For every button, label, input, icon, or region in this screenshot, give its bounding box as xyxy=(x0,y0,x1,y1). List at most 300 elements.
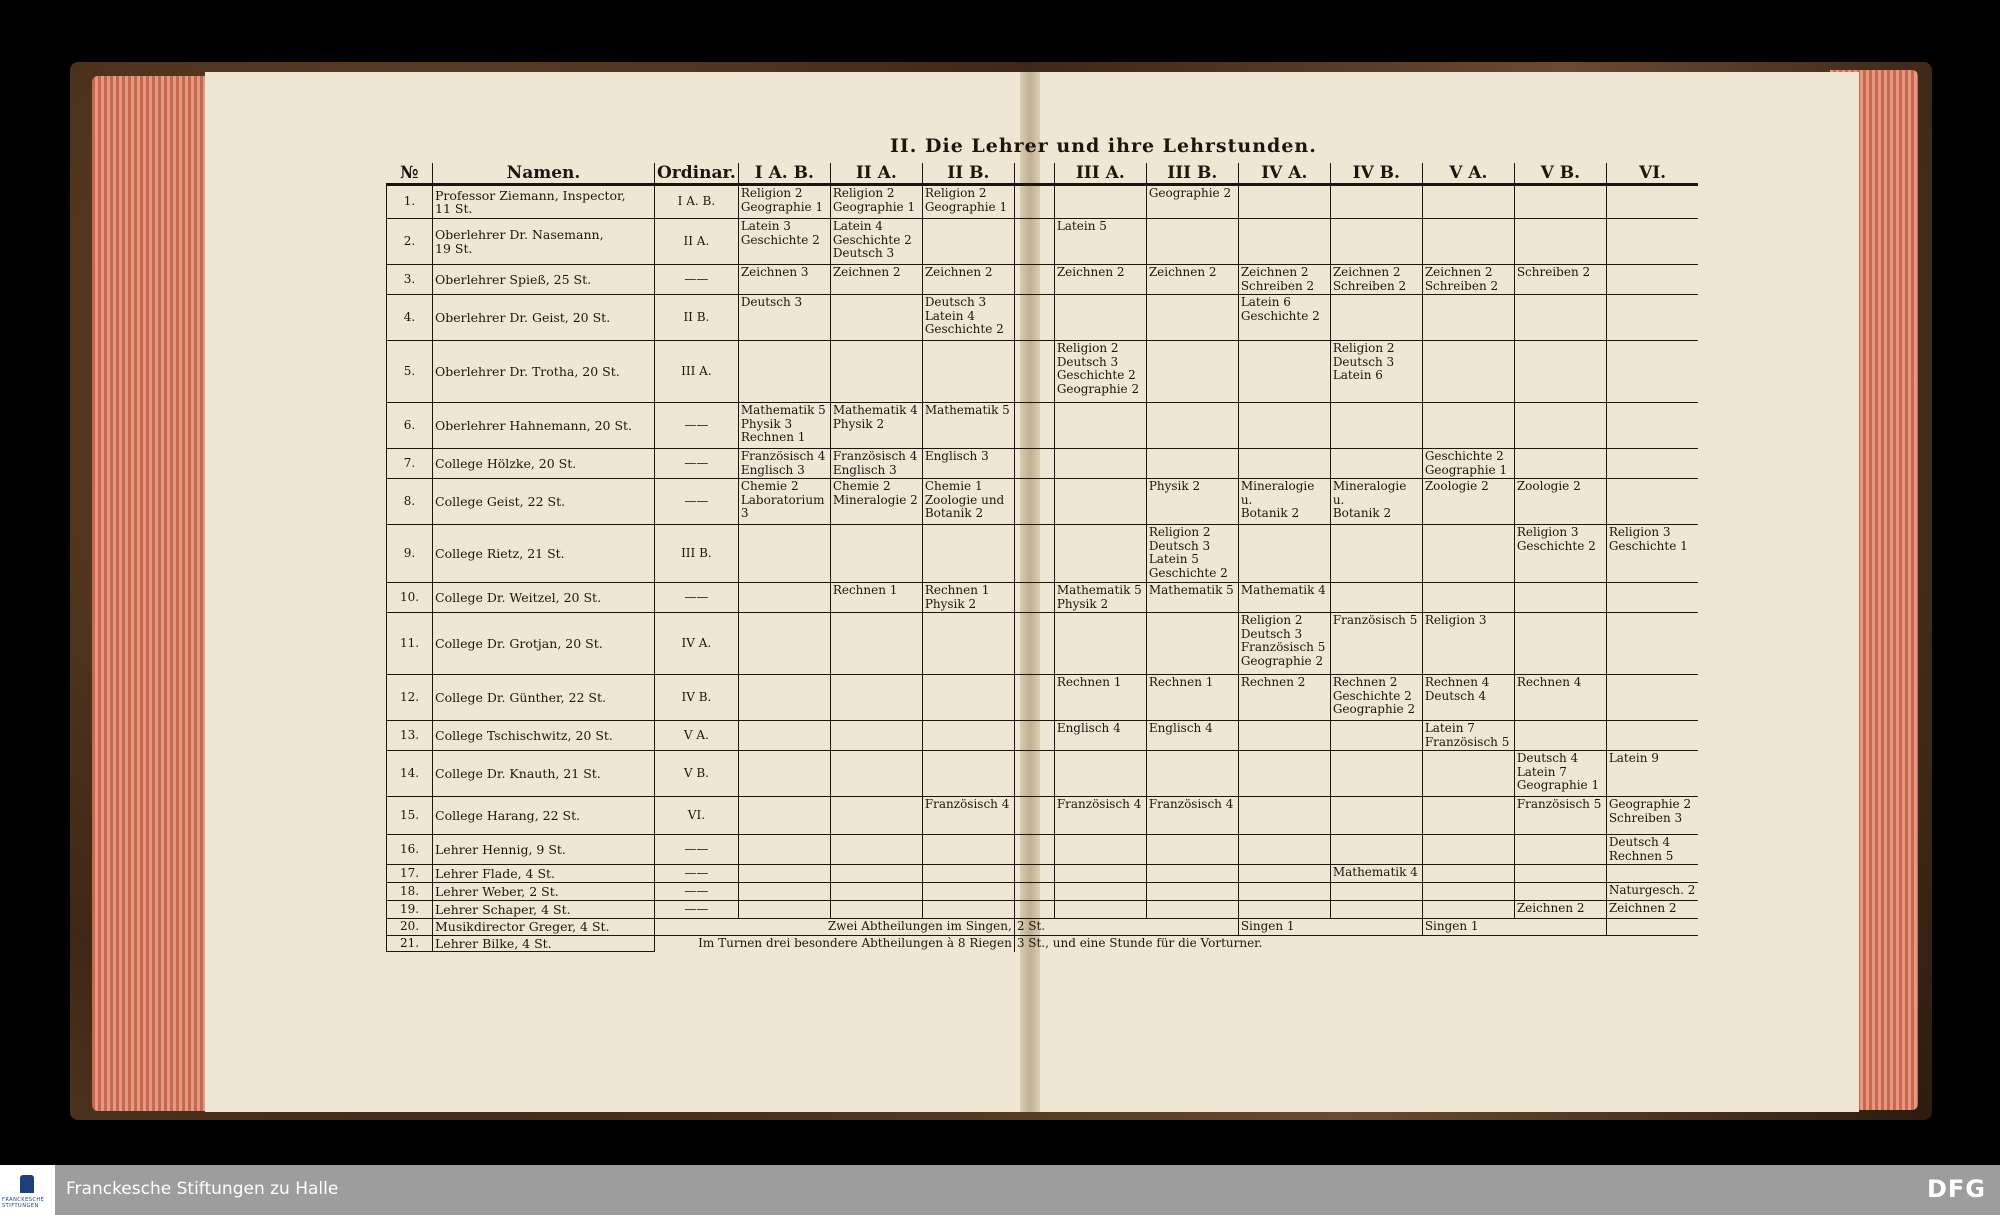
gutter-cell xyxy=(1014,865,1054,883)
lesson-cell xyxy=(738,751,830,797)
lesson-cell xyxy=(922,675,1014,721)
teacher-name: Lehrer Schaper, 4 St. xyxy=(433,901,655,919)
table-row xyxy=(387,901,1699,919)
teacher-name: College Dr. Grotjan, 20 St. xyxy=(433,613,655,675)
lesson-cell: Französisch 4 xyxy=(1054,797,1146,835)
col-number: № xyxy=(387,163,433,185)
teacher-name: College Geist, 22 St. xyxy=(433,479,655,525)
lesson-cell xyxy=(1514,449,1606,479)
lesson-cell: Englisch 4 xyxy=(1146,721,1238,751)
ordinar-class: —— xyxy=(655,265,739,295)
lesson-cell xyxy=(1054,403,1146,449)
row-number: 20. xyxy=(387,919,433,936)
ordinar-class: IV B. xyxy=(655,675,739,721)
lesson-cell: Religion 2 Geographie 1 xyxy=(922,185,1014,219)
lesson-cell xyxy=(1330,185,1422,219)
lesson-cell xyxy=(1146,883,1238,901)
table-row xyxy=(387,721,1699,751)
lesson-cell: Französisch 4 xyxy=(1146,797,1238,835)
lesson-cell: Zeichnen 2 xyxy=(830,265,922,295)
gutter-cell xyxy=(1014,797,1054,835)
lesson-cell xyxy=(922,613,1014,675)
teacher-table xyxy=(386,163,1698,952)
row-number: 6. xyxy=(387,403,433,449)
lesson-cell: Religion 2 Deutsch 3 Latein 6 xyxy=(1330,341,1422,403)
gutter-cell xyxy=(1014,613,1054,675)
lesson-cell xyxy=(1238,721,1330,751)
lesson-cell xyxy=(1422,341,1514,403)
col-class: IV A. xyxy=(1238,163,1330,185)
lesson-cell xyxy=(1238,449,1330,479)
lesson-cell xyxy=(1054,295,1146,341)
lesson-cell xyxy=(1146,751,1238,797)
lesson-cell xyxy=(830,721,922,751)
table-row xyxy=(387,935,1699,952)
lesson-cell xyxy=(1606,919,1698,936)
col-class: III A. xyxy=(1054,163,1146,185)
lesson-cell xyxy=(1422,865,1514,883)
lesson-cell xyxy=(1606,721,1698,751)
lesson-cell xyxy=(1514,613,1606,675)
lesson-cell: Religion 2 Deutsch 3 Französisch 5 Geographie 2 xyxy=(1238,613,1330,675)
lesson-cell xyxy=(1606,295,1698,341)
gutter-cell xyxy=(1014,295,1054,341)
lesson-cell xyxy=(1514,583,1606,613)
teacher-name: College Hölzke, 20 St. xyxy=(433,449,655,479)
gutter-cell xyxy=(1014,901,1054,919)
lesson-cell xyxy=(1146,403,1238,449)
gutter-cell xyxy=(1014,583,1054,613)
lesson-cell: Religion 3 Geschichte 1 xyxy=(1606,525,1698,583)
lesson-cell xyxy=(830,525,922,583)
lesson-cell xyxy=(830,341,922,403)
teacher-name: Lehrer Weber, 2 St. xyxy=(433,883,655,901)
lesson-cell: Französisch 4 xyxy=(922,797,1014,835)
table-row xyxy=(387,919,1699,936)
ordinar-class: II B. xyxy=(655,295,739,341)
lesson-cell xyxy=(738,341,830,403)
lesson-cell: Latein 6 Geschichte 2 xyxy=(1238,295,1330,341)
lesson-cell xyxy=(922,835,1014,865)
lesson-cell xyxy=(1238,751,1330,797)
lesson-cell xyxy=(1054,901,1146,919)
lesson-cell xyxy=(1330,835,1422,865)
col-class: IV B. xyxy=(1330,163,1422,185)
lesson-cell: Rechnen 1 xyxy=(1054,675,1146,721)
row-number: 8. xyxy=(387,479,433,525)
lesson-cell xyxy=(1146,901,1238,919)
lesson-cell: Zeichnen 2 Schreiben 2 xyxy=(1422,265,1514,295)
lesson-cell xyxy=(1054,449,1146,479)
lesson-cell: Latein 4 Geschichte 2 Deutsch 3 xyxy=(830,219,922,265)
row-number: 10. xyxy=(387,583,433,613)
lesson-cell xyxy=(830,751,922,797)
lesson-cell xyxy=(1606,865,1698,883)
lesson-cell xyxy=(738,721,830,751)
ordinar-class: —— xyxy=(655,883,739,901)
lesson-cell: Geographie 2 Schreiben 3 xyxy=(1606,797,1698,835)
lesson-cell xyxy=(1054,185,1146,219)
lesson-cell xyxy=(1422,751,1514,797)
lesson-cell xyxy=(1514,403,1606,449)
lesson-cell xyxy=(1606,613,1698,675)
lesson-cell xyxy=(830,797,922,835)
lesson-cell xyxy=(1422,295,1514,341)
gutter-cell xyxy=(1014,265,1054,295)
lesson-cell xyxy=(1054,835,1146,865)
lesson-cell: Latein 7 Französisch 5 xyxy=(1422,721,1514,751)
lesson-cell: Rechnen 1 xyxy=(1146,675,1238,721)
row-number: 9. xyxy=(387,525,433,583)
lesson-cell xyxy=(1330,797,1422,835)
lesson-cell xyxy=(1054,883,1146,901)
lesson-cell xyxy=(1422,583,1514,613)
col-names: Namen. xyxy=(433,163,655,185)
lesson-cell xyxy=(1606,403,1698,449)
lesson-cell: Chemie 2 Mineralogie 2 xyxy=(830,479,922,525)
lesson-cell: Zeichnen 2 xyxy=(1146,265,1238,295)
lesson-cell: Chemie 2 Laboratorium 3 xyxy=(738,479,830,525)
lesson-cell: Englisch 3 xyxy=(922,449,1014,479)
lesson-cell xyxy=(1146,449,1238,479)
lesson-cell: Religion 2 Deutsch 3 Geschichte 2 Geographie 2 xyxy=(1054,341,1146,403)
lesson-cell xyxy=(1330,583,1422,613)
lesson-cell xyxy=(922,751,1014,797)
lesson-cell: Rechnen 2 Geschichte 2 Geographie 2 xyxy=(1330,675,1422,721)
table-row xyxy=(387,185,1699,219)
lesson-cell xyxy=(922,865,1014,883)
lesson-cell xyxy=(738,835,830,865)
gymnastics-note: Im Turnen drei besondere Abtheilungen à 8 Riegen xyxy=(655,935,1015,952)
table-row xyxy=(387,449,1699,479)
row-number: 18. xyxy=(387,883,433,901)
lesson-cell xyxy=(1238,525,1330,583)
row-number: 11. xyxy=(387,613,433,675)
col-class: II A. xyxy=(830,163,922,185)
lesson-cell xyxy=(1514,295,1606,341)
lesson-cell xyxy=(1330,525,1422,583)
col-class: V A. xyxy=(1422,163,1514,185)
lesson-cell xyxy=(1606,479,1698,525)
table-row xyxy=(387,751,1699,797)
col-gutter xyxy=(1014,163,1054,185)
table-row xyxy=(387,479,1699,525)
gutter-cell xyxy=(1014,721,1054,751)
logo-text: FRANCKESCHE STIFTUNGEN xyxy=(2,1197,45,1209)
table-row xyxy=(387,835,1699,865)
lesson-cell xyxy=(1146,341,1238,403)
ordinar-class: —— xyxy=(655,835,739,865)
teacher-name: College Dr. Weitzel, 20 St. xyxy=(433,583,655,613)
table-row xyxy=(387,219,1699,265)
table-row xyxy=(387,883,1699,901)
col-class: III B. xyxy=(1146,163,1238,185)
table-row xyxy=(387,797,1699,835)
col-class: I A. B. xyxy=(738,163,830,185)
row-number: 19. xyxy=(387,901,433,919)
lesson-cell xyxy=(1054,751,1146,797)
lesson-cell: Mathematik 4 xyxy=(1330,865,1422,883)
lesson-cell xyxy=(830,865,922,883)
ordinar-class: V A. xyxy=(655,721,739,751)
ordinar-class: III B. xyxy=(655,525,739,583)
gutter-cell xyxy=(1014,479,1054,525)
lesson-cell xyxy=(1238,185,1330,219)
footer-bar xyxy=(0,1165,2000,1215)
table-row xyxy=(387,265,1699,295)
gymnastics-hours: 3 St., und eine Stunde für die Vorturner. xyxy=(1014,935,1698,952)
lesson-cell xyxy=(1330,449,1422,479)
lesson-cell: Deutsch 3 Latein 4 Geschichte 2 xyxy=(922,295,1014,341)
ordinar-class: IV A. xyxy=(655,613,739,675)
lesson-cell: Mathematik 5 xyxy=(1146,583,1238,613)
lesson-cell xyxy=(1422,525,1514,583)
logo-mark-icon xyxy=(20,1175,34,1193)
gutter-cell xyxy=(1014,525,1054,583)
lesson-cell xyxy=(830,613,922,675)
lesson-cell xyxy=(1238,341,1330,403)
lesson-cell xyxy=(1146,295,1238,341)
lesson-cell: Zeichnen 2 Schreiben 2 xyxy=(1238,265,1330,295)
dfg-logo: DFG xyxy=(1926,1175,1986,1203)
gutter-cell xyxy=(1014,675,1054,721)
lesson-cell xyxy=(1422,883,1514,901)
teacher-name: Lehrer Flade, 4 St. xyxy=(433,865,655,883)
singing-note: Zwei Abtheilungen im Singen, xyxy=(655,919,1015,936)
lesson-cell xyxy=(922,901,1014,919)
lesson-cell xyxy=(1330,295,1422,341)
lesson-cell: Zeichnen 2 Schreiben 2 xyxy=(1330,265,1422,295)
row-number: 3. xyxy=(387,265,433,295)
row-number: 1. xyxy=(387,185,433,219)
row-number: 2. xyxy=(387,219,433,265)
lesson-cell xyxy=(830,295,922,341)
lesson-cell xyxy=(830,883,922,901)
lesson-cell xyxy=(1606,583,1698,613)
lesson-cell xyxy=(1330,721,1422,751)
lesson-cell xyxy=(738,865,830,883)
teacher-name: Oberlehrer Spieß, 25 St. xyxy=(433,265,655,295)
singing-iv: Singen 1 xyxy=(1238,919,1422,936)
lesson-cell: Geographie 2 xyxy=(1146,185,1238,219)
lesson-cell xyxy=(1514,883,1606,901)
teacher-name: College Dr. Günther, 22 St. xyxy=(433,675,655,721)
teacher-name: Professor Ziemann, Inspector, 11 St. xyxy=(433,185,655,219)
ordinar-class: —— xyxy=(655,583,739,613)
ordinar-class: —— xyxy=(655,479,739,525)
lesson-cell xyxy=(1422,901,1514,919)
lesson-cell: Mathematik 5 xyxy=(922,403,1014,449)
lesson-cell xyxy=(1330,751,1422,797)
gutter-cell xyxy=(1014,219,1054,265)
table-row xyxy=(387,341,1699,403)
lesson-cell: Schreiben 2 xyxy=(1514,265,1606,295)
teacher-name: College Dr. Knauth, 21 St. xyxy=(433,751,655,797)
gutter-cell xyxy=(1014,449,1054,479)
lesson-cell xyxy=(1514,721,1606,751)
lesson-cell xyxy=(1238,865,1330,883)
lesson-cell: Physik 2 xyxy=(1146,479,1238,525)
lesson-cell xyxy=(922,341,1014,403)
lesson-cell xyxy=(1054,613,1146,675)
ordinar-class: —— xyxy=(655,449,739,479)
col-ordinar: Ordinar. xyxy=(655,163,739,185)
row-number: 17. xyxy=(387,865,433,883)
ordinar-class: II A. xyxy=(655,219,739,265)
singing-hours: 2 St. xyxy=(1014,919,1238,936)
lesson-cell: Latein 3 Geschichte 2 xyxy=(738,219,830,265)
lesson-cell: Mineralogie u. Botanik 2 xyxy=(1330,479,1422,525)
lesson-cell: Religion 3 xyxy=(1422,613,1514,675)
lesson-cell xyxy=(1606,185,1698,219)
row-number: 4. xyxy=(387,295,433,341)
lesson-cell xyxy=(1330,901,1422,919)
lesson-cell xyxy=(830,901,922,919)
table-row xyxy=(387,865,1699,883)
lesson-cell: Zeichnen 2 xyxy=(1054,265,1146,295)
singing-v: Singen 1 xyxy=(1422,919,1606,936)
lesson-cell: Deutsch 4 Rechnen 5 xyxy=(1606,835,1698,865)
teacher-name: Lehrer Bilke, 4 St. xyxy=(433,935,655,952)
lesson-cell: Mathematik 5 Physik 2 xyxy=(1054,583,1146,613)
lesson-cell: Rechnen 2 xyxy=(1238,675,1330,721)
lesson-cell: Zeichnen 2 xyxy=(1514,901,1606,919)
lesson-cell xyxy=(1606,675,1698,721)
lesson-cell: Latein 9 xyxy=(1606,751,1698,797)
ordinar-class: —— xyxy=(655,403,739,449)
lesson-cell xyxy=(1146,865,1238,883)
lesson-cell: Mineralogie u. Botanik 2 xyxy=(1238,479,1330,525)
lesson-cell: Rechnen 4 xyxy=(1514,675,1606,721)
lesson-cell xyxy=(738,675,830,721)
row-number: 7. xyxy=(387,449,433,479)
teacher-name: Lehrer Hennig, 9 St. xyxy=(433,835,655,865)
ordinar-class: VI. xyxy=(655,797,739,835)
lesson-cell xyxy=(1514,185,1606,219)
gutter-cell xyxy=(1014,341,1054,403)
gutter-cell xyxy=(1014,751,1054,797)
lesson-cell xyxy=(738,583,830,613)
teacher-name: Musikdirector Greger, 4 St. xyxy=(433,919,655,936)
lesson-cell: Rechnen 1 xyxy=(830,583,922,613)
lesson-cell: Mathematik 5 Physik 3 Rechnen 1 xyxy=(738,403,830,449)
lesson-cell xyxy=(1514,865,1606,883)
gutter-cell xyxy=(1014,883,1054,901)
institution-logo xyxy=(0,1165,55,1215)
lesson-cell xyxy=(738,797,830,835)
lesson-cell: Naturgesch. 2 xyxy=(1606,883,1698,901)
lesson-cell xyxy=(1238,901,1330,919)
table-row xyxy=(387,675,1699,721)
teacher-name: Oberlehrer Dr. Trotha, 20 St. xyxy=(433,341,655,403)
table-header-row xyxy=(387,163,1699,185)
lesson-cell xyxy=(1422,219,1514,265)
lesson-cell: Mathematik 4 Physik 2 xyxy=(830,403,922,449)
ordinar-class: III A. xyxy=(655,341,739,403)
lesson-cell xyxy=(922,525,1014,583)
lesson-cell xyxy=(1606,219,1698,265)
teacher-name: College Harang, 22 St. xyxy=(433,797,655,835)
institution-name: Franckesche Stiftungen zu Halle xyxy=(66,1179,339,1199)
lesson-cell xyxy=(1422,185,1514,219)
lesson-cell: Englisch 4 xyxy=(1054,721,1146,751)
table-row xyxy=(387,295,1699,341)
lesson-cell xyxy=(1330,883,1422,901)
lesson-cell xyxy=(922,883,1014,901)
teacher-name: Oberlehrer Hahnemann, 20 St. xyxy=(433,403,655,449)
lesson-cell xyxy=(738,525,830,583)
lesson-cell xyxy=(1238,219,1330,265)
lesson-cell xyxy=(1606,265,1698,295)
page-edges-left xyxy=(92,76,212,1111)
teacher-name: College Rietz, 21 St. xyxy=(433,525,655,583)
lesson-cell xyxy=(1146,835,1238,865)
lesson-cell xyxy=(922,219,1014,265)
lesson-cell: Religion 2 Geographie 1 xyxy=(738,185,830,219)
gutter-cell xyxy=(1014,835,1054,865)
table-row xyxy=(387,613,1699,675)
lesson-cell: Religion 2 Geographie 1 xyxy=(830,185,922,219)
gutter-cell xyxy=(1014,185,1054,219)
row-number: 15. xyxy=(387,797,433,835)
ordinar-class: I A. B. xyxy=(655,185,739,219)
lesson-cell xyxy=(1054,525,1146,583)
lesson-cell xyxy=(1146,613,1238,675)
col-class: II B. xyxy=(922,163,1014,185)
row-number: 21. xyxy=(387,935,433,952)
lesson-cell: Rechnen 4 Deutsch 4 xyxy=(1422,675,1514,721)
row-number: 5. xyxy=(387,341,433,403)
lesson-cell: Zeichnen 2 xyxy=(1606,901,1698,919)
lesson-cell: Französisch 5 xyxy=(1514,797,1606,835)
lesson-cell xyxy=(1054,865,1146,883)
lesson-cell: Geschichte 2 Geographie 1 xyxy=(1422,449,1514,479)
lesson-cell: Zoologie 2 xyxy=(1422,479,1514,525)
lesson-cell xyxy=(1606,449,1698,479)
lesson-cell xyxy=(1330,219,1422,265)
lesson-cell xyxy=(1422,403,1514,449)
lesson-cell: Mathematik 4 xyxy=(1238,583,1330,613)
lesson-cell xyxy=(1238,883,1330,901)
gutter-cell xyxy=(1014,403,1054,449)
lesson-cell xyxy=(1054,479,1146,525)
lesson-cell xyxy=(1238,797,1330,835)
lesson-cell xyxy=(830,835,922,865)
col-class: V B. xyxy=(1514,163,1606,185)
lesson-cell xyxy=(922,721,1014,751)
page-heading: II. Die Lehrer und ihre Lehrstunden. xyxy=(890,135,1317,157)
row-number: 13. xyxy=(387,721,433,751)
lesson-cell xyxy=(738,883,830,901)
lesson-cell: Deutsch 4 Latein 7 Geographie 1 xyxy=(1514,751,1606,797)
lesson-cell xyxy=(1238,835,1330,865)
lesson-cell xyxy=(1606,341,1698,403)
lesson-cell xyxy=(1238,403,1330,449)
lesson-cell xyxy=(1514,219,1606,265)
lesson-cell: Deutsch 3 xyxy=(738,295,830,341)
lesson-cell xyxy=(738,613,830,675)
lesson-cell: Latein 5 xyxy=(1054,219,1146,265)
lesson-cell: Französisch 4 Englisch 3 xyxy=(738,449,830,479)
lesson-cell: Religion 3 Geschichte 2 xyxy=(1514,525,1606,583)
row-number: 14. xyxy=(387,751,433,797)
table-row xyxy=(387,525,1699,583)
lesson-cell xyxy=(1422,835,1514,865)
ordinar-class: —— xyxy=(655,865,739,883)
ordinar-class: —— xyxy=(655,901,739,919)
row-number: 12. xyxy=(387,675,433,721)
ordinar-class: V B. xyxy=(655,751,739,797)
